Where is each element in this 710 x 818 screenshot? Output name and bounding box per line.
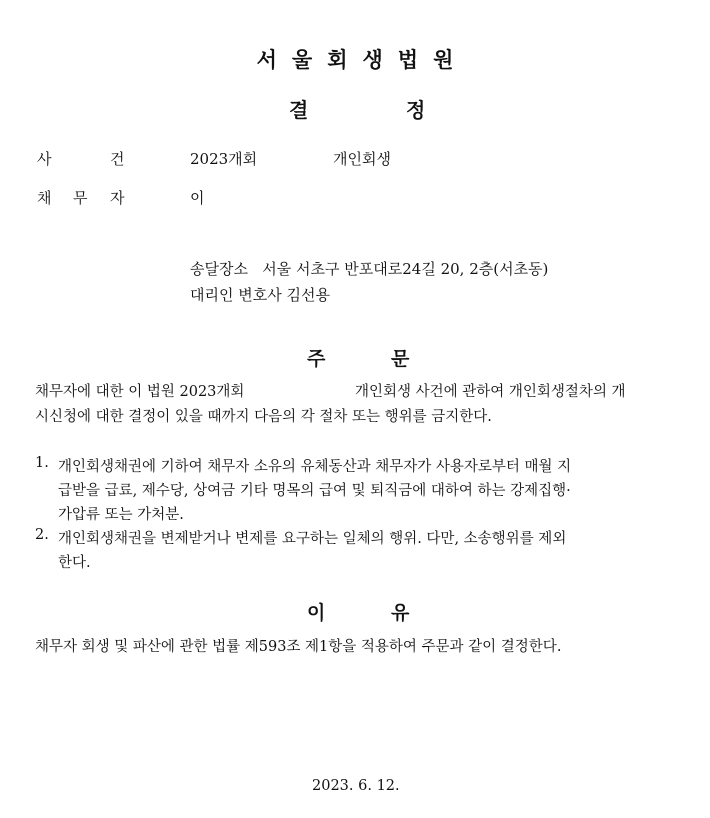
debtor-label-char-2: 무 [73, 189, 88, 207]
reason-heading-second-char: 유 [391, 602, 410, 624]
service-address-label: 송달장소 [190, 260, 248, 278]
attorney: 대리인 변호사 김선용 [190, 286, 330, 304]
case-label-char-2: 건 [110, 150, 125, 168]
item-number: 2. [35, 527, 49, 543]
order-heading-second-char: 문 [391, 348, 410, 370]
reason-heading-first-char: 이 [307, 602, 326, 624]
reason-text: 채무자 회생 및 파산에 관한 법률 제593조 제1항을 적용하여 주문과 같이 결정한다. [35, 639, 562, 655]
order-text-line1-a: 채무자에 대한 이 법원 2023개회 [35, 384, 245, 400]
case-number: 2023개회 [190, 150, 258, 168]
item-line: 급받을 급료, 제수당, 상여금 기타 명목의 급여 및 퇴직금에 대하여 하는 강제집행· [58, 483, 571, 499]
item-line: 개인회생채권을 변제받거나 변제를 요구하는 일체의 행위. 다만, 소송행위를 제외 [58, 531, 567, 547]
doc-title-first-char: 결 [289, 98, 309, 122]
case-type: 개인회생 [333, 150, 391, 168]
debtor-name: 이 [190, 189, 205, 207]
debtor-label-char-1: 채 [37, 189, 52, 207]
order-heading-first-char: 주 [307, 348, 326, 370]
order-text-line2: 시신청에 대한 결정이 있을 때까지 다음의 각 절차 또는 행위를 금지한다. [35, 409, 492, 425]
item-number: 1. [35, 455, 49, 471]
item-line: 가압류 또는 가처분. [58, 507, 184, 523]
decision-date: 2023. 6. 12. [312, 778, 400, 794]
debtor-label-char-3: 자 [110, 189, 125, 207]
item-line: 개인회생채권에 기하여 채무자 소유의 유체동산과 채무자가 사용자로부터 매월 지 [58, 459, 572, 475]
service-address-value: 서울 서초구 반포대로24길 20, 2층(서초동) [262, 260, 549, 278]
service-address [190, 258, 548, 279]
item-line: 한다. [58, 555, 91, 571]
case-label-char-1: 사 [37, 150, 52, 168]
court-name: 서울회생법원 [256, 47, 469, 72]
doc-title-second-char: 정 [406, 98, 426, 122]
order-text-line1-b: 개인회생 사건에 관하여 개인회생절차의 개 [355, 384, 626, 400]
